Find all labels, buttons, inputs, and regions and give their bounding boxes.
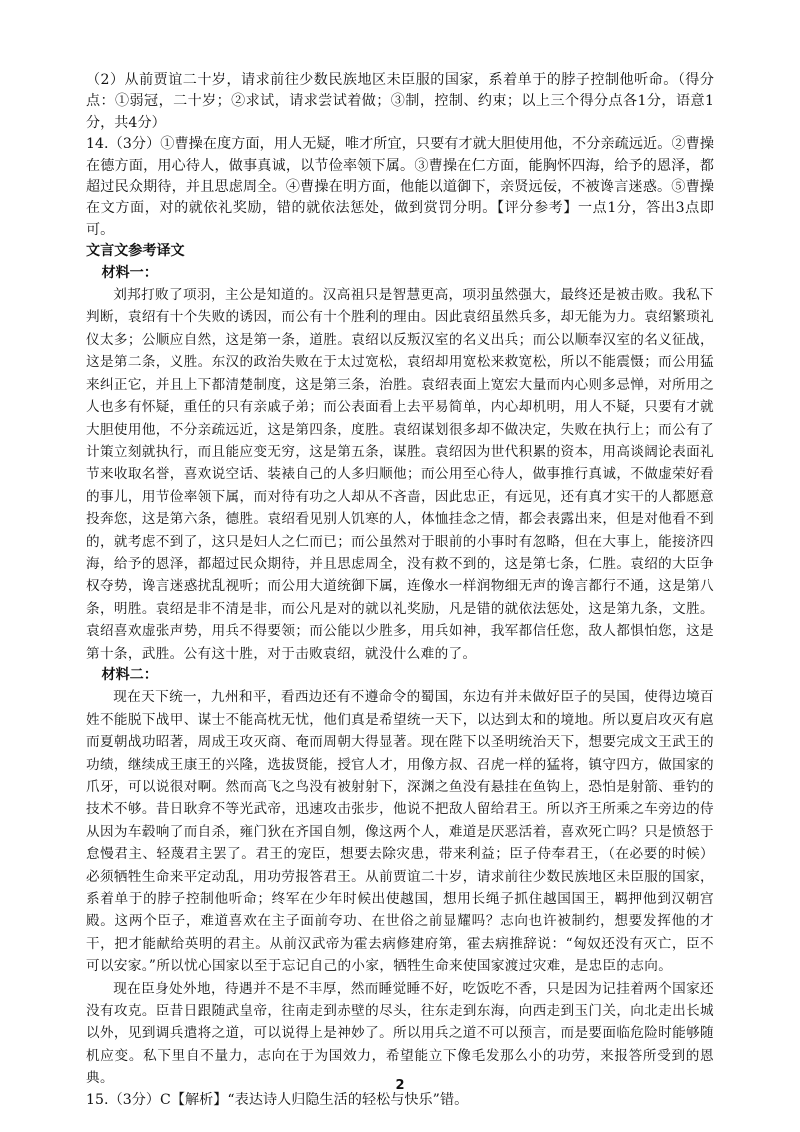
material-2-label: 材料二： [101,666,158,683]
translation-heading: 文言文参考译文 [86,243,185,260]
material-1-text: 刘邦打败了项羽，主公是知道的。汉高祖只是智慧更高，项羽虽然强大，最终还是被击败。我私下判断，袁绍有十个失败的诱因，而公有十个胜利的理由。因此袁绍虽然兵多，却无能为力。袁绍繁琐礼仪太多；公顺应自然，这是第一条，道胜。袁绍以反叛汉室的名义出兵；而公以顺奉汉室的名义征战，这是第二条，义胜。东汉的政治失败在于太过宽松，袁绍却用宽松来救宽松，所以不能震慑；而公用猛来纠正它，并且上下都清楚制度，这是第三条，治胜。袁绍表面上宽宏大量而内心则多忌惮，对所用之人也多有怀疑，重任的只有亲戚子弟；而公表面看上去平易简单，内心却机明，用人不疑，只要有才就大胆使用他，不分亲疏远近，这是第四条，度胜。袁绍谋划很多却不做决定，失败在执行上；而公有了计策立刻就执行，而且能应变无穷，这是第五条，谋胜。袁绍因为世代积累的资本，用高谈阔论表面礼节来收取名誉，喜欢说空话、装裱自己的人多归顺他；而公用至心待人，做事推行真诚，不做虚荣好看的事儿，用节俭率领下属，而对待有功之人却从不吝啬，因此忠正，有远见，还有真才实干的人都愿意投奔您，这是第六条，德胜。袁绍看见别人饥寒的人，体恤挂念之情，都会表露出来，但是对他看不到的，就考虑不到了，这只是妇人之仁而已；而公虽然对于眼前的小事时有忽略，但在大事上，能接济四海，给予的恩泽，都超过民众期待，并且思虑周全，没有救不到的，这是第七条，仁胜。袁绍的大臣争权夺势，谗言迷惑扰乱视听；而公用大道统御下属，连像水一样润物细无声的谗言都行不通，这是第八条，明胜。袁绍是非不清是非，而公凡是对的就以礼奖励，凡是错的就依法惩处，这是第九条，文胜。袁绍喜欢虚张声势，用兵不得要领；而公能以少胜多，用兵如神，我军都信任您，敌人都惧怕您，这是第十条，武胜。公有这十胜，对于击败袁绍，就没什么难的了。 [86,287,714,662]
document-page [86,70,714,1111]
material-1-label: 材料一： [101,264,158,281]
material-2-text-1: 现在天下统一，九州和平，看西边还有不遵命令的蜀国，东边有并未做好臣子的吴国，使得边境百姓不能脱下战甲、谋士不能高枕无忧，他们真是希望统一天下，以达到太和的境地。所以夏启攻灭有扈而夏朝战功昭著，周成王攻灭商、奄而周朝大得显著。现在陛下以圣明统治天下，想要完成文王武王的功绩，继续成王康王的兴隆，选拔贤能，授官人才，用像方叔、召虎一样的猛将，镇守四方，做国家的爪牙，可以说很对啊。然而高飞之鸟没有被射射下，深渊之鱼没有悬挂在鱼钩上，恐怕是射箭、垂钓的技术不够。昔日耿弇不等光武帝，迅速攻击张步，他说不把敌人留给君王。所以齐王所乘之车旁边的侍从因为车毂响了而自杀，雍门狄在齐国自刎，像这两个人，难道是厌恶活着，喜欢死亡吗？只是愤怒于怠慢君主、轻蔑君主罢了。君王的宠臣，想要去除灾患，带来利益；臣子侍奉君王，（在必要的时候）必须牺牲生命来平定动乱，用功劳报答君王。从前贾谊二十岁，请求前往少数民族地区未臣服的国家，系着单于的脖子控制他听命；终军在少年时候出使越国，想用长绳子抓住越国国王，羁押他到汉朝宫殿。这两个臣子，难道喜欢在主子面前夸功、在世俗之前显耀吗？志向也许被制约，想要发挥他的才干，把才能献给英明的君主。从前汉武帝为霍去病修建府第，霍去病推辞说：“匈奴还没有灭亡，臣不可以安家。”所以忧心国家以至于忘记自己的小家，牺牲生命来使国家渡过灾难，是忠臣的志向。 [86,689,714,975]
answer-13-2: （2）从前贾谊二十岁，请求前往少数民族地区未臣服的国家，系着单于的脖子控制他听命。（得分点：①弱冠，二十岁；②求试，请求尝试着做；③制，控制、约束；以上三个得分点各1分，语意1分，共4分） [86,72,714,131]
answer-15: 15.（3分）C【解析】“表达诗人归隐生活的轻松与快乐”错。 [86,1091,469,1108]
answer-14: 14.（3分）①曹操在度方面，用人无疑，唯才所宜，只要有才就大胆使用他，不分亲疏远近。②曹操在德方面，用心待人，做事真诚，以节俭率领下属。③曹操在仁方面，能胸怀四海，给予的恩泽，都超过民众期待，并且思虑周全。④曹操在明方面，他能以道御下，亲贤远佞，不被谗言迷惑。⑤曹操在文方面，对的就依礼奖励，错的就依法惩处，做到赏罚分明。【评分参考】一点1分，答出3点即可。 [86,136,714,238]
material-2-text-2: 现在臣身处外地，待遇并不是不丰厚，然而睡觉睡不好，吃饭吃不香，只是因为记挂着两个国家还没有攻克。臣昔日跟随武皇帝，往南走到赤壁的尽头，往东走到东海，向西走到玉门关，向北走出长城以外，见到调兵遣将之道，可以说得上是神妙了。所以用兵之道不可以预言，而是要面临危险时能够随机应变。私下里自不量力，志向在于为国效力，希望能立下像毛发那么小的功劳，来报答所受到的恩典。 [86,980,714,1087]
page-number: 2 [395,1078,405,1093]
